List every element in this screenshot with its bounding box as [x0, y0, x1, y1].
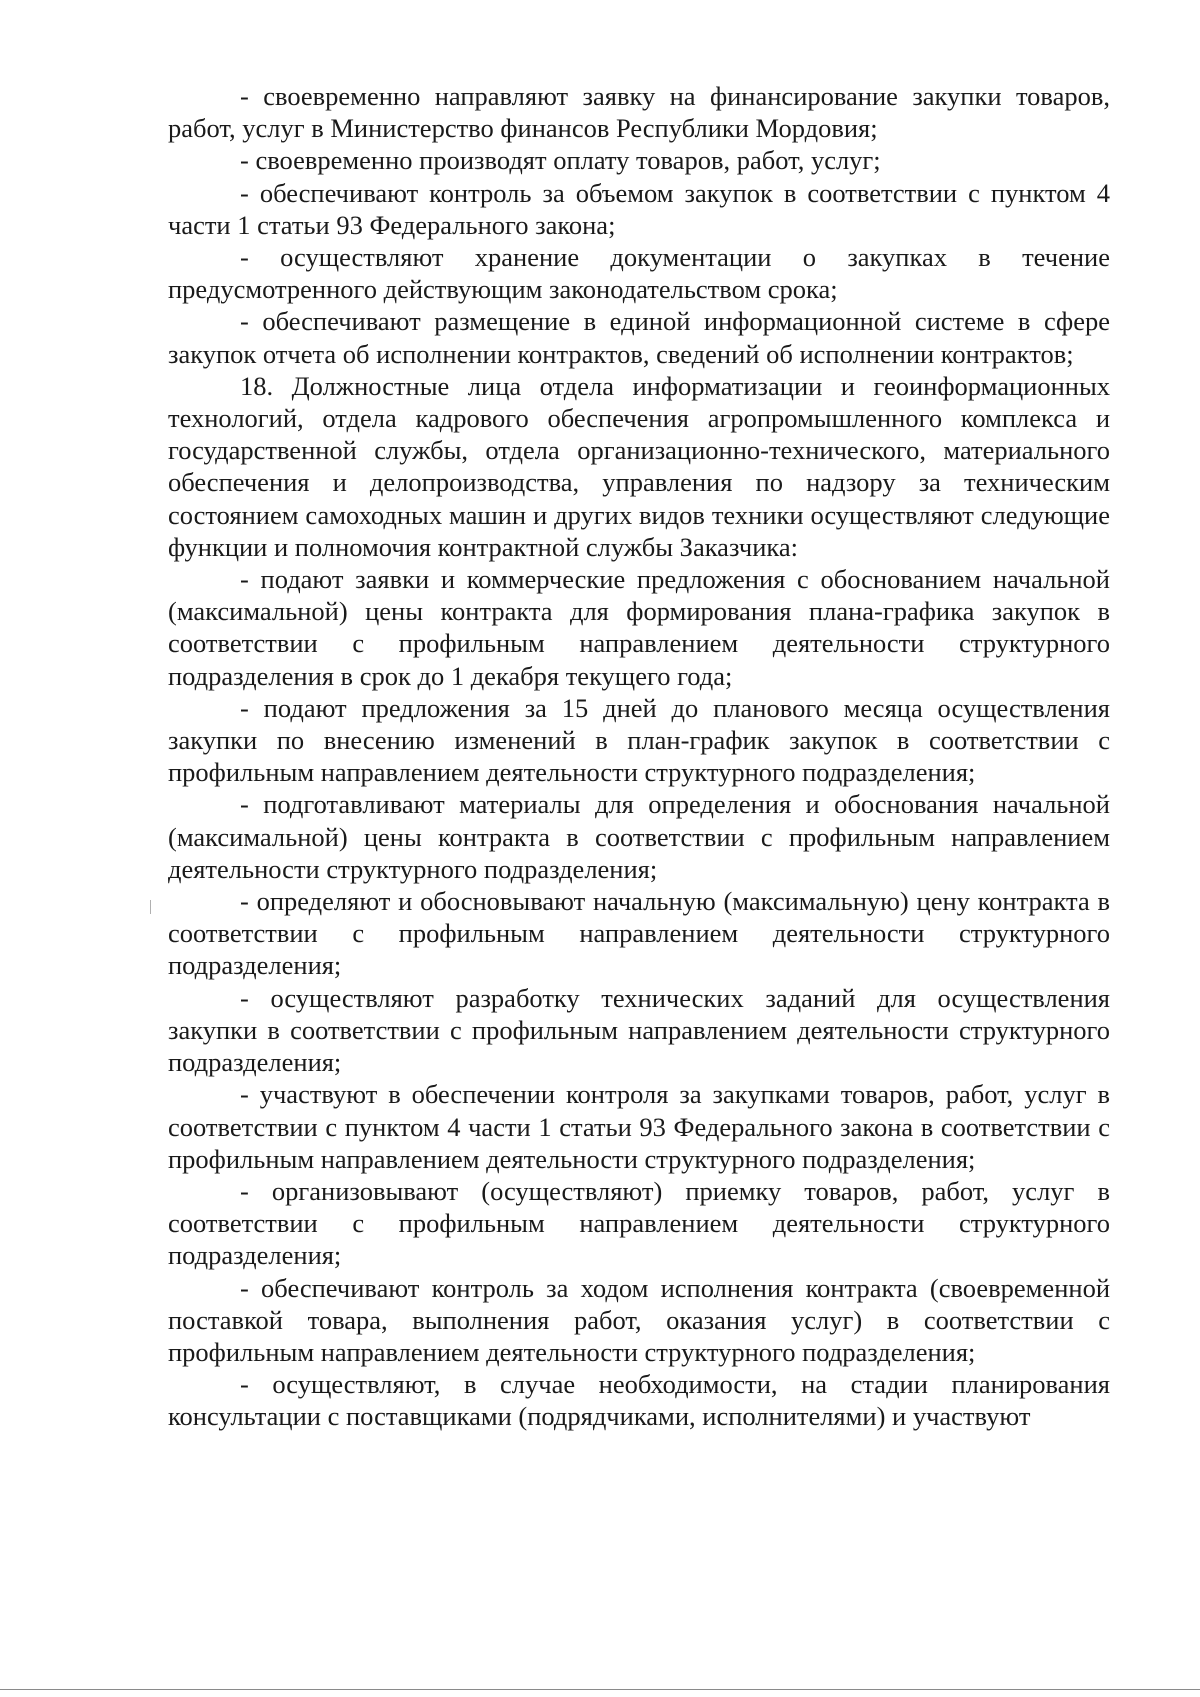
paragraph-plan-changes: - подают предложения за 15 дней до планового месяца осуществления закупки по внесению изменений в план-график закупок в соответствии с профильным направлением деятельности структурного подразделения;	[168, 692, 1110, 788]
paragraph-payment: - своевременно производят оплату товаров, работ, услуг;	[240, 145, 881, 176]
paragraph-item-18: 18. Должностные лица отдела информатизации и геоинформационных технологий, отдела кадрового обеспечения агропромышленного комплекса и государственной службы, отдела организационно-технического, материального обеспечения и делопроизводства, управления по надзору за техническим состоянием самоходных машин и других видов техники осуществляют следующие функции и полномочия контрактной службы Заказчика:	[168, 370, 1110, 562]
paragraph-volume-control: - обеспечивают контроль за объемом закупок в соответствии с пунктом 4 части 1 статьи 93 Федерального закона;	[168, 177, 1110, 240]
scan-artifact	[150, 900, 151, 914]
page-edge-line	[0, 1689, 1200, 1690]
paragraph-technical-specs: - осуществляют разработку технических заданий для осуществления закупки в соответствии с профильным направлением деятельности структурного подразделения;	[168, 982, 1110, 1078]
paragraph-price-materials: - подготавливают материалы для определения и обоснования начальной (максимальной) цены контракта в соответствии с профильным направлением деятельности структурного подразделения;	[168, 789, 1110, 884]
paragraph-reporting: - обеспечивают размещение в единой информационной системе в сфере закупок отчета об исполнении контрактов, сведений об исполнении контрактов;	[168, 306, 1110, 369]
paragraph-price-justification: - определяют и обосновывают начальную (максимальную) цену контракта в соответствии с профильным направлением деятельности структурного подразделения;	[168, 886, 1110, 981]
paragraph-applications: - подают заявки и коммерческие предложения с обоснованием начальной (максимальной) цены контракта для формирования плана-графика закупок в соответствии с профильным направлением деятельности структурного подразделения в срок до 1 декабря текущего года;	[168, 564, 1110, 691]
paragraph-execution-control: - обеспечивают контроль за ходом исполнения контракта (своевременной поставкой товара, выполнения работ, оказания услуг) в соответствии с профильным направлением деятельности структурного подразделения;	[168, 1272, 1110, 1367]
paragraph-procurement-control: - участвуют в обеспечении контроля за закупками товаров, работ, услуг в соответствии с пунктом 4 части 1 статьи 93 Федерального закона в соответствии с профильным направлением деятельности структурного подразделения;	[168, 1079, 1110, 1174]
paragraph-consultations: - осуществляют, в случае необходимости, на стадии планирования консультации с поставщиками (подрядчиками, исполнителями) и участвуют	[168, 1369, 1110, 1432]
paragraph-documentation-storage: - осуществляют хранение документации о закупках в течение предусмотренного действующим законодательством срока;	[168, 242, 1110, 305]
paragraph-financing-request: - своевременно направляют заявку на финансирование закупки товаров, работ, услуг в Министерство финансов Республики Мордовия;	[168, 81, 1110, 144]
document-body	[168, 80, 1110, 1433]
paragraph-acceptance: - организовывают (осуществляют) приемку товаров, работ, услуг в соответствии с профильным направлением деятельности структурного подразделения;	[168, 1175, 1110, 1271]
